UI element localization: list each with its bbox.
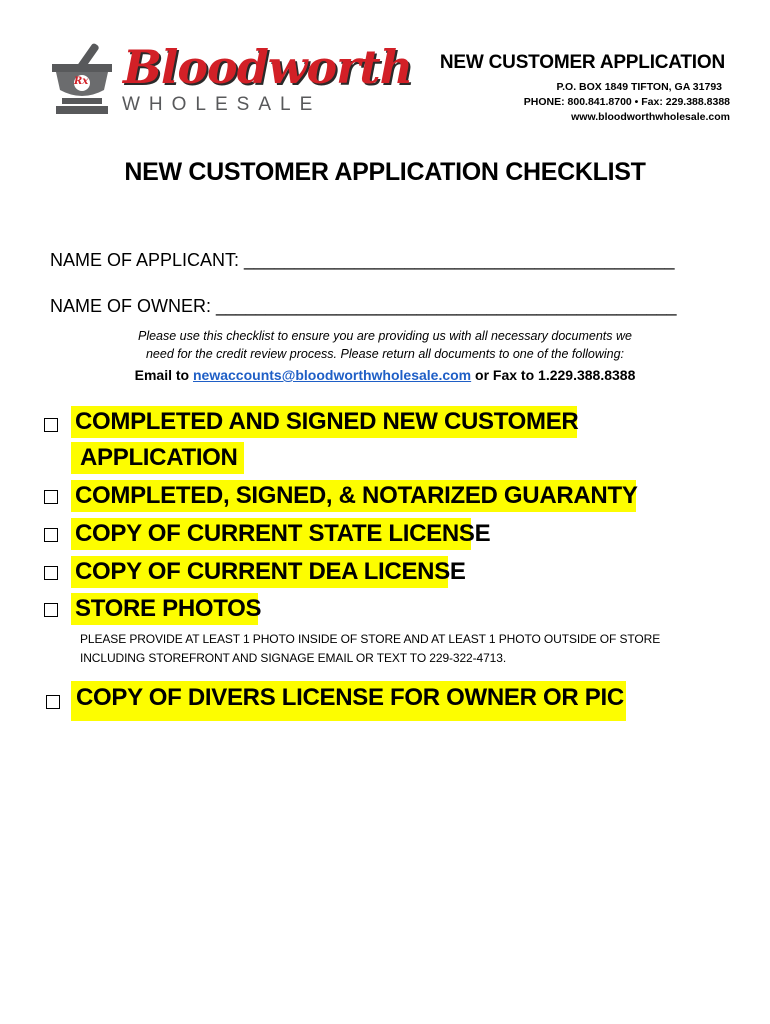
checkbox-application[interactable] — [44, 418, 58, 432]
email-link[interactable]: newaccounts@bloodworthwholesale.com — [193, 367, 472, 383]
checkbox-store-photos[interactable] — [44, 603, 58, 617]
applicant-name-field[interactable]: NAME OF APPLICANT: ___________________________________________ — [50, 250, 675, 270]
checklist-item-dea-license: COPY OF CURRENT DEA LICENSE — [71, 556, 448, 588]
company-logo — [48, 38, 413, 124]
checklist-item-drivers-license: COPY OF DIVERS LICENSE FOR OWNER OR PIC — [71, 681, 626, 721]
checklist-item-application-line2: APPLICATION — [71, 442, 244, 474]
checklist-item-state-license: COPY OF CURRENT STATE LICENSE — [71, 518, 471, 550]
brand-subtitle: WHOLESALE — [122, 94, 322, 115]
contact-suffix: or Fax to 1.229.388.8388 — [471, 367, 636, 383]
page-title: NEW CUSTOMER APPLICATION CHECKLIST — [124, 158, 646, 186]
checkbox-dea-license[interactable] — [44, 566, 58, 580]
checklist-item-guaranty: COMPLETED, SIGNED, & NOTARIZED GUARANTY — [71, 480, 636, 512]
header-title: NEW CUSTOMER APPLICATION — [439, 52, 725, 73]
rx-mark: Rx — [74, 76, 89, 87]
header-address: P.O. BOX 1849 TIFTON, GA 31793 — [556, 81, 722, 93]
checkbox-guaranty[interactable] — [44, 490, 58, 504]
photo-note-line-1: PLEASE PROVIDE AT LEAST 1 PHOTO INSIDE OF STORE AND AT LEAST 1 PHOTO OUTSIDE OF STORE — [80, 632, 661, 646]
photo-note-line-2: INCLUDING STOREFRONT AND SIGNAGE EMAIL OR TEXT TO 229-322-4713. — [80, 651, 507, 665]
contact-line — [0, 367, 770, 383]
checkbox-state-license[interactable] — [44, 528, 58, 542]
checklist-item-application-line1: COMPLETED AND SIGNED NEW CUSTOMER — [71, 406, 577, 438]
header-website: www.bloodworthwholesale.com — [571, 111, 730, 123]
contact-prefix: Email to — [134, 367, 193, 383]
checklist-item-store-photos: STORE PHOTOS — [71, 593, 258, 625]
instructions-line-2: need for the credit review process. Please return all documents to one of the following: — [145, 347, 625, 361]
checkbox-drivers-license[interactable] — [46, 695, 60, 709]
brand-name: Bloodworth — [123, 40, 413, 94]
instructions-line-1: Please use this checklist to ensure you are providing us with all necessary documents we — [137, 329, 632, 343]
owner-name-field[interactable]: NAME OF OWNER: ______________________________________________ — [50, 296, 677, 316]
header-phone-fax: PHONE: 800.841.8700 • Fax: 229.388.8388 — [523, 96, 730, 108]
